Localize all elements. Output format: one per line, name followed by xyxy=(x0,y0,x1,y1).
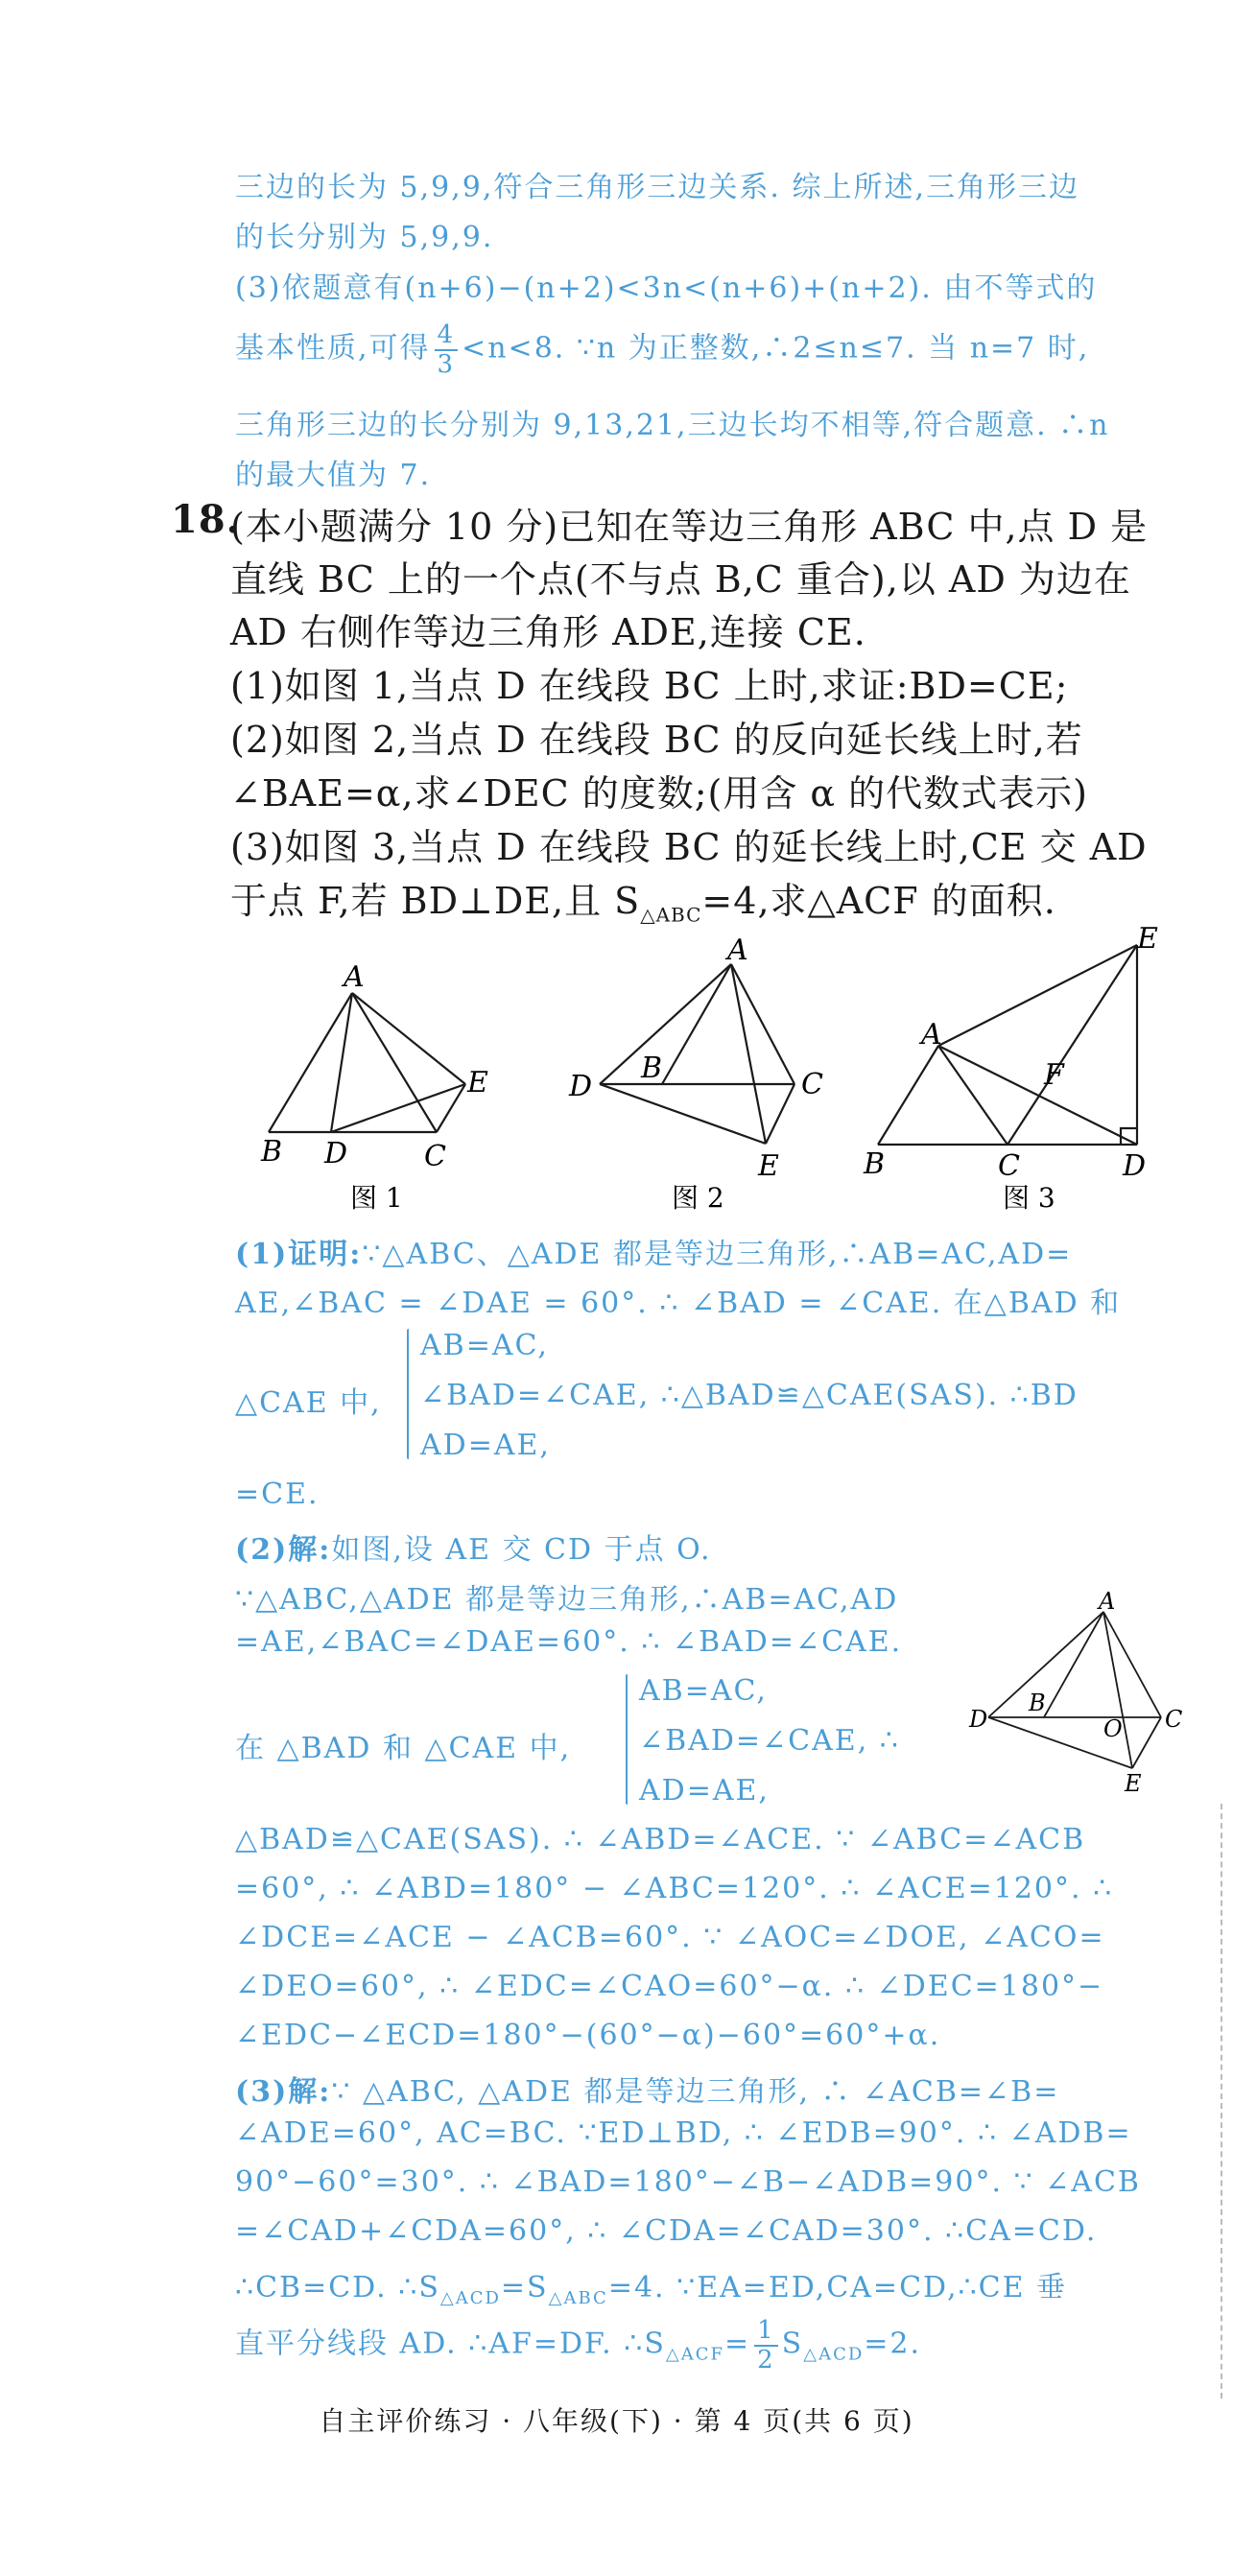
solution-3-f-sub1: △ACF xyxy=(665,2344,724,2365)
question-part-2b: ∠BAE=α,求∠DEC 的度数;(用含 α 的代数式表示) xyxy=(230,772,1089,815)
fraction-four-thirds xyxy=(435,321,459,378)
fraction-one-half xyxy=(754,2317,778,2374)
fig3-label-a: A xyxy=(921,1018,942,1052)
figure-1 xyxy=(269,993,465,1132)
question-part-3a: (3)如图 3,当点 D 在线段 BC 的延长线上时,CE 交 AD xyxy=(230,826,1148,868)
fig3-caption: 图 3 xyxy=(1003,1182,1055,1214)
fig4-label-b: B xyxy=(1029,1690,1046,1716)
fig3-label-d: D xyxy=(1123,1149,1147,1183)
fraction-numerator: 4 xyxy=(435,321,459,351)
fig4-label-c: C xyxy=(1165,1706,1183,1733)
proof-label: (1)证明: xyxy=(235,1238,363,1271)
fig1-label-c: C xyxy=(424,1140,446,1173)
solution-3-e-sub1: △ACD xyxy=(439,2288,501,2308)
solution-2-line-e: △BAD≌△CAE(SAS). ∴ ∠ABD=∠ACE. ∵ ∠ABC=∠ACB xyxy=(235,1823,1086,1856)
solution-1-line-d: =CE. xyxy=(235,1477,320,1511)
figure-4 xyxy=(960,1588,1199,1794)
question-part-3b xyxy=(230,871,1056,927)
fig1-label-b: B xyxy=(261,1135,283,1169)
solution-3-line-f xyxy=(235,2317,921,2374)
answer-line-4-a: 基本性质,可得 xyxy=(235,331,431,366)
solution-3-line-e xyxy=(235,2263,1067,2308)
fig4-label-o: O xyxy=(1103,1715,1123,1742)
fig1-label-d: D xyxy=(324,1137,348,1170)
system-1-eq-3: AD=AE, xyxy=(420,1429,551,1462)
fig2-caption: 图 2 xyxy=(672,1182,724,1214)
answer-line-3: (3)依题意有(n+6)−(n+2)<3n<(n+6)+(n+2). 由不等式的 xyxy=(235,272,1098,305)
solution-3-f-part1: 直平分线段 AD. ∴AF=DF. ∴S xyxy=(235,2327,666,2361)
solution-2-line-h: ∠DEO=60°, ∴ ∠EDC=∠CAO=60°−α. ∴ ∠DEC=180°− xyxy=(235,1970,1104,2003)
system-1-eq-2: ∠BAD=∠CAE, ∴△BAD≌△CAE(SAS). ∴BD xyxy=(420,1379,1079,1412)
solution-2-line-i: ∠EDC−∠ECD=180°−(60°−α)−60°=60°+α. xyxy=(235,2019,941,2052)
fig2-label-b: B xyxy=(641,1052,663,1085)
page-footer: 自主评价练习 · 八年级(下) · 第 4 页(共 6 页) xyxy=(319,2405,914,2437)
figures-row xyxy=(240,921,1199,1228)
fig2-label-e: E xyxy=(758,1149,779,1183)
question-line-2: 直线 BC 上的一个点(不与点 B,C 重合),以 AD 为边在 xyxy=(230,558,1131,601)
question-part-2a: (2)如图 2,当点 D 在线段 BC 的反向延长线上时,若 xyxy=(230,719,1083,761)
solution-2-line-f: =60°, ∴ ∠ABD=180° − ∠ABC=120°. ∴ ∠ACE=120°. ∴ xyxy=(235,1872,1114,1905)
solution-3-line-b: ∠ADE=60°, AC=BC. ∵ED⊥BD, ∴ ∠EDB=90°. ∴ ∠ADB= xyxy=(235,2116,1132,2150)
system-brace-2 xyxy=(626,1674,628,1805)
fig3-label-e: E xyxy=(1137,922,1158,956)
solution-2-line-d-prefix: 在 △BAD 和 △CAE 中, xyxy=(235,1732,572,1765)
solution-3-line-d: =∠CAD+∠CDA=60°, ∴ ∠CDA=∠CAD=30°. ∴CA=CD. xyxy=(235,2214,1098,2248)
fig4-label-d: D xyxy=(969,1706,988,1733)
solution-1-text-a: ∵△ABC、△ADE 都是等边三角形,∴AB=AC,AD= xyxy=(362,1238,1073,1271)
answer-line-4-b: <n<8. ∵n 为正整数,∴2≤n≤7. 当 n=7 时, xyxy=(462,331,1090,366)
solution-3-f-part4: =2. xyxy=(864,2327,922,2361)
system-1-eq-1: AB=AC, xyxy=(420,1329,549,1362)
question-part-3b-b: =4,求△ACF 的面积. xyxy=(701,880,1056,922)
system-2-eq-3: AD=AE, xyxy=(639,1774,770,1808)
answer-line-2: 的长分别为 5,9,9. xyxy=(235,221,494,254)
system-brace-1 xyxy=(407,1329,409,1459)
half-numerator: 1 xyxy=(754,2317,778,2347)
solution-3-f-sub2: △ACD xyxy=(803,2344,865,2365)
answer-line-1: 三边的长为 5,9,9,符合三角形三边关系. 综上所述,三角形三边 xyxy=(235,171,1080,204)
solution-3-label: (3)解: xyxy=(235,2075,332,2109)
fig2-label-d: D xyxy=(569,1070,593,1103)
solution-3-e-sub2: △ABC xyxy=(548,2288,608,2308)
answer-line-4 xyxy=(235,321,1089,378)
system-2-eq-2: ∠BAD=∠CAE, ∴ xyxy=(639,1724,900,1758)
solution-2-line-c: =AE,∠BAC=∠DAE=60°. ∴ ∠BAD=∠CAE. xyxy=(235,1625,903,1659)
solution-2-text-a: 如图,设 AE 交 CD 于点 O. xyxy=(331,1533,712,1567)
solution-3-f-part2: = xyxy=(723,2327,751,2361)
system-2-eq-1: AB=AC, xyxy=(639,1674,768,1708)
solution-2-line-b: ∵△ABC,△ADE 都是等边三角形,∴AB=AC,AD xyxy=(235,1583,899,1617)
solution-3-line-a xyxy=(235,2068,1059,2110)
fig3-label-b: B xyxy=(864,1147,886,1181)
question-line-3: AD 右侧作等边三角形 ADE,连接 CE. xyxy=(230,611,866,653)
fig1-caption: 图 1 xyxy=(350,1182,403,1214)
fig2-label-c: C xyxy=(801,1068,823,1101)
solution-3-line-c: 90°−60°=30°. ∴ ∠BAD=180°−∠B−∠ADB=90°. ∵ ∠ACB xyxy=(235,2165,1141,2199)
fig3-label-f: F xyxy=(1044,1058,1064,1092)
solution-1-line-a xyxy=(235,1230,1072,1272)
fig4-label-e: E xyxy=(1125,1770,1142,1794)
fig4-label-a: A xyxy=(1099,1588,1116,1615)
question-part-3b-subscript: △ABC xyxy=(640,903,702,927)
figure-3 xyxy=(878,945,1137,1145)
solution-3-f-part3: S xyxy=(781,2327,804,2361)
question-line-1: (本小题满分 10 分)已知在等边三角形 ABC 中,点 D 是 xyxy=(230,506,1149,548)
question-number: 18. xyxy=(171,497,241,542)
question-part-3b-a: 于点 F,若 BD⊥DE,且 S xyxy=(230,880,641,922)
fig1-label-e: E xyxy=(467,1066,488,1099)
fig1-label-a: A xyxy=(344,960,365,994)
fig2-label-a: A xyxy=(727,934,748,967)
solution-2-line-g: ∠DCE=∠ACE − ∠ACB=60°. ∵ ∠AOC=∠DOE, ∠ACO= xyxy=(235,1921,1105,1954)
solution-3-e-part1: ∴CB=CD. ∴S xyxy=(235,2271,440,2304)
solution-1-line-b: AE,∠BAC = ∠DAE = 60°. ∴ ∠BAD = ∠CAE. 在△BAD 和 xyxy=(235,1287,1122,1320)
half-denominator: 2 xyxy=(757,2345,775,2375)
answer-line-5: 三角形三边的长分别为 9,13,21,三边长均不相等,符合题意. ∴n xyxy=(235,409,1110,442)
question-part-1: (1)如图 1,当点 D 在线段 BC 上时,求证:BD=CE; xyxy=(230,665,1069,707)
solution-1-line-c-prefix: △CAE 中, xyxy=(235,1386,382,1420)
figure-2 xyxy=(600,964,794,1144)
solution-3-e-part2: =S xyxy=(500,2271,549,2304)
fraction-denominator: 3 xyxy=(437,349,456,379)
solution-2-line-a xyxy=(235,1525,712,1568)
answer-line-6: 的最大值为 7. xyxy=(235,459,432,492)
margin-dashed-line xyxy=(1221,1804,1222,2399)
solution-3-e-part3: =4. ∵EA=ED,CA=CD,∴CE 垂 xyxy=(607,2271,1068,2304)
fig3-label-c: C xyxy=(998,1149,1020,1183)
solution-3-text-a: ∵ △ABC, △ADE 都是等边三角形, ∴ ∠ACB=∠B= xyxy=(331,2075,1060,2109)
solution-2-label: (2)解: xyxy=(235,1533,332,1567)
